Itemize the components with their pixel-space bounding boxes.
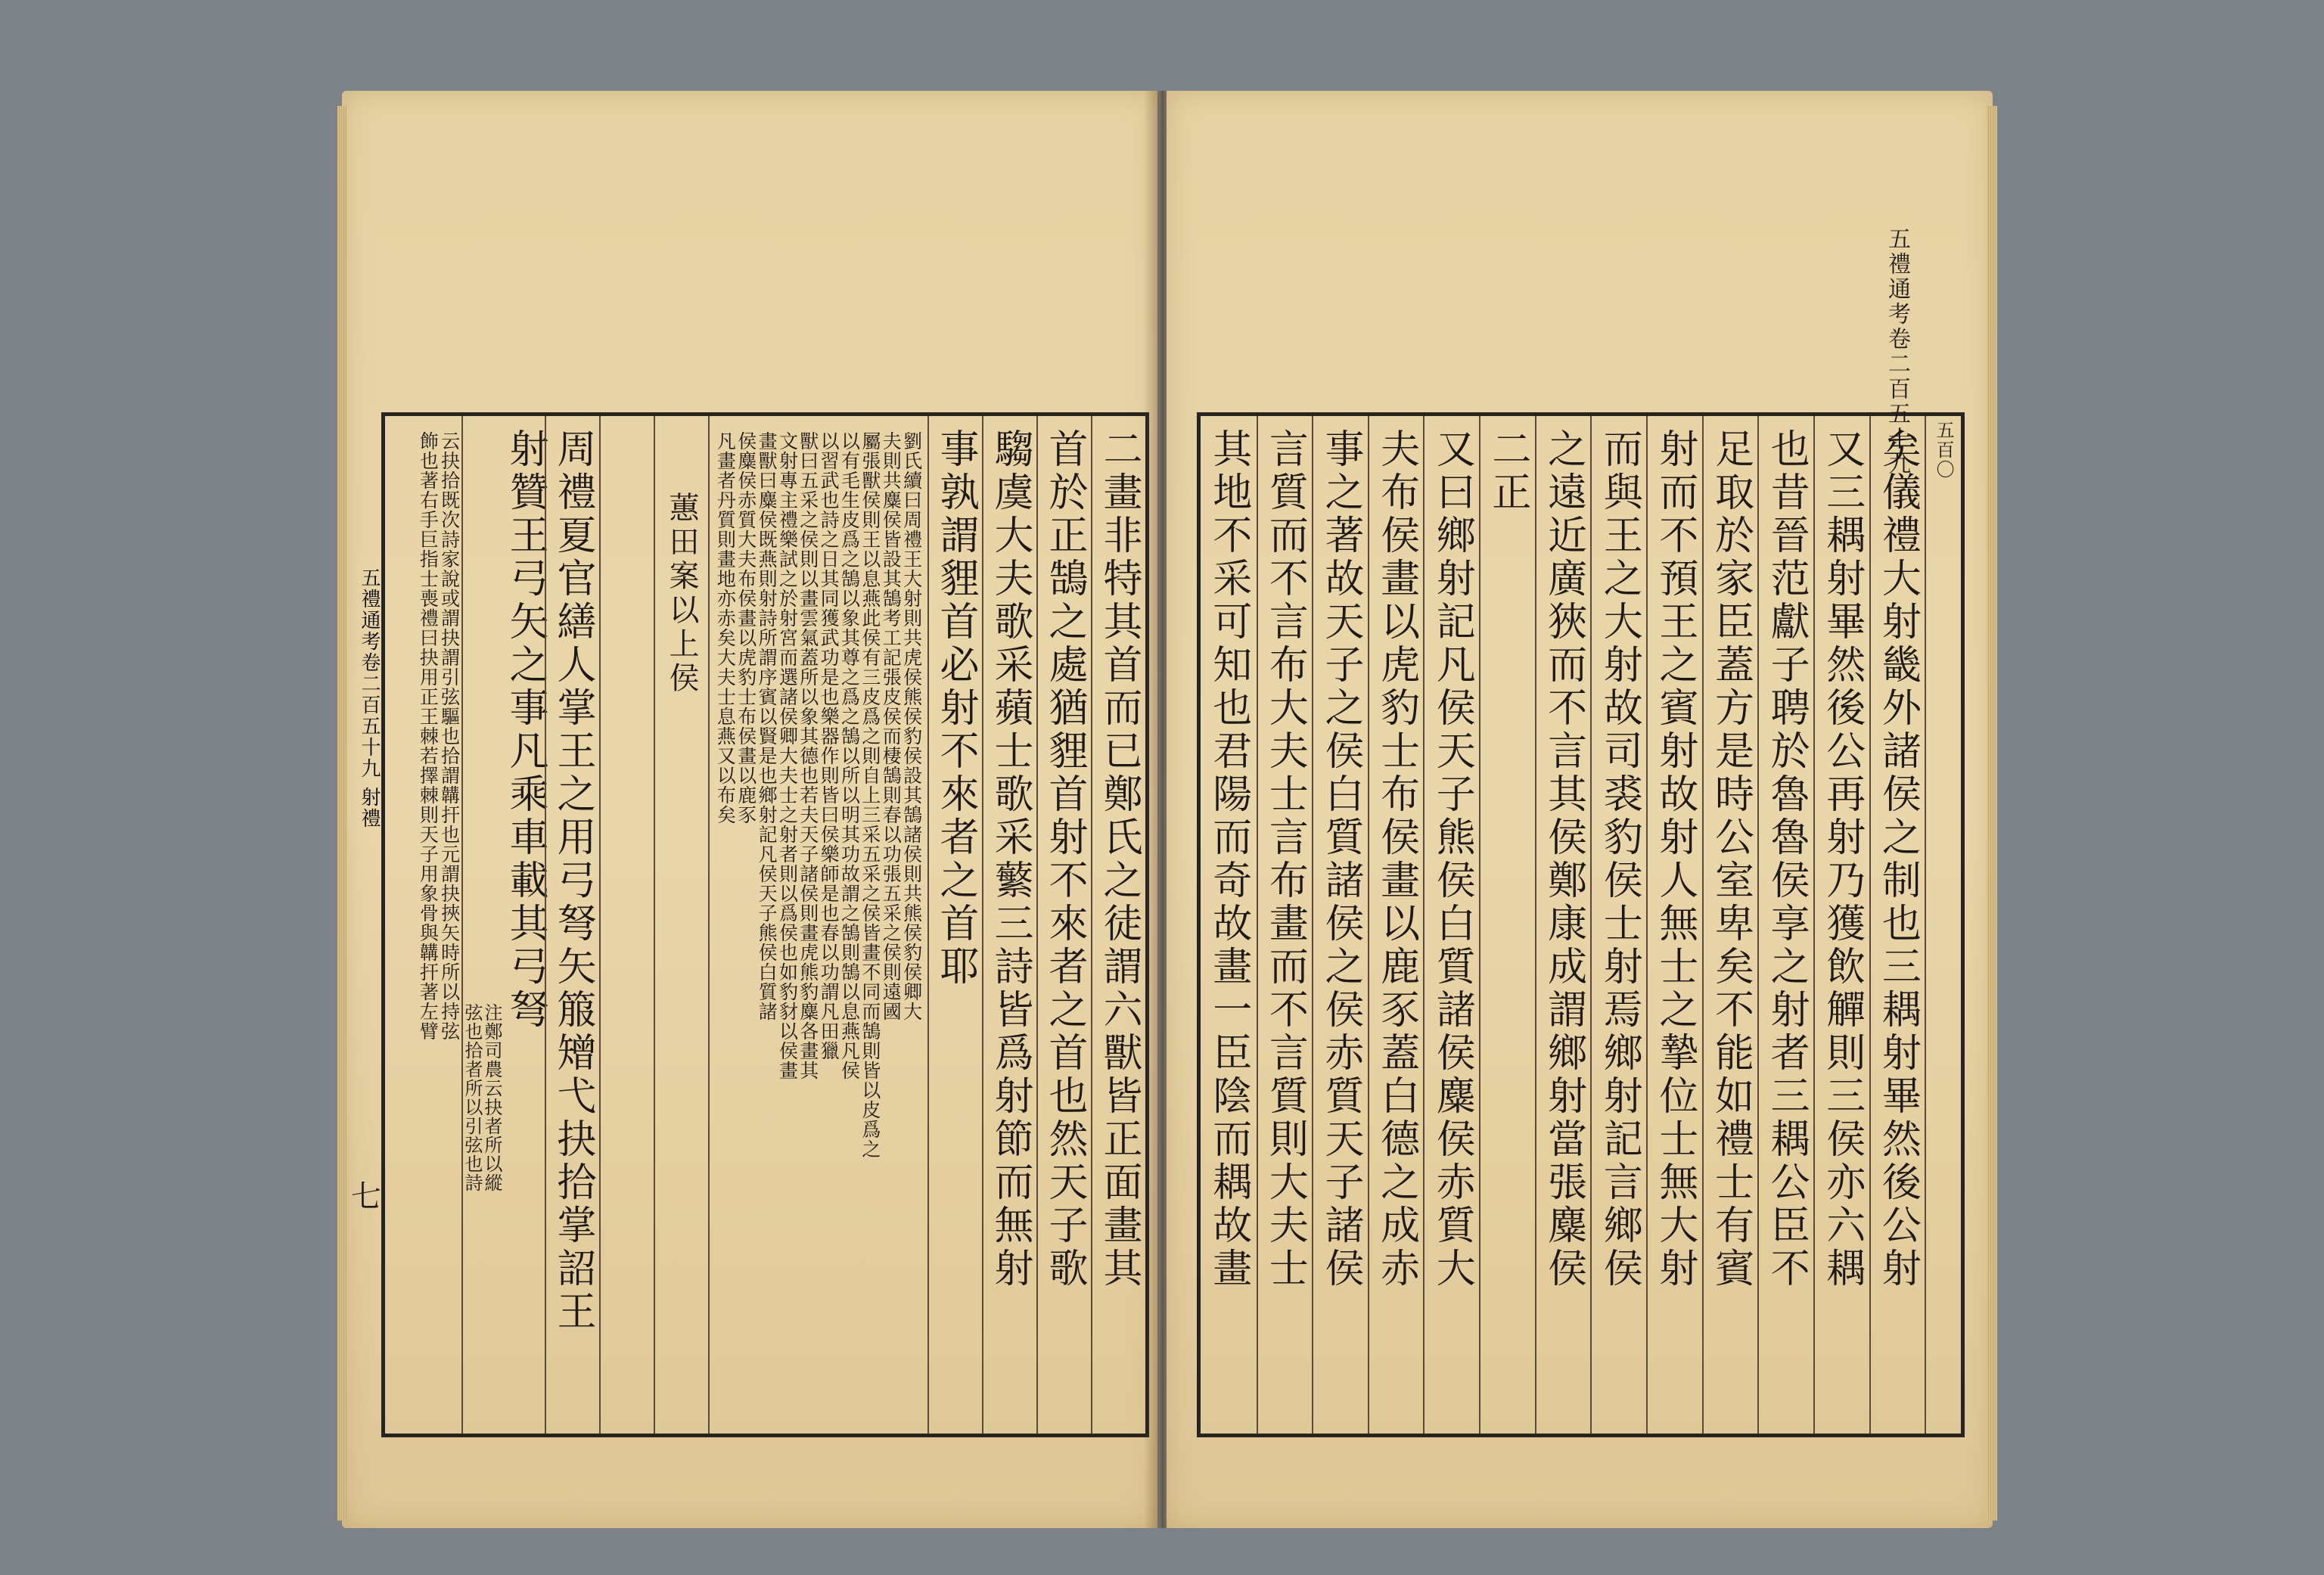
column-text: 騶虞大夫歌采蘋士歌采蘩三詩皆爲射節而無射 — [987, 428, 1033, 1291]
text-column — [1646, 416, 1702, 1434]
note-text: 凡畫者丹質則畫地亦赤矣大夫士息燕又以布矣 — [714, 431, 737, 825]
column-text: 又三耦射畢然後公再射乃獲飲觶則三侯亦六耦 — [1819, 428, 1865, 1291]
commentary-block — [708, 416, 927, 1434]
text-column — [1201, 416, 1257, 1434]
left-page-number: 七 — [351, 1179, 381, 1214]
right-page-number: 五百〇 — [1933, 421, 1955, 480]
text-column — [1535, 416, 1591, 1434]
main-column — [1091, 416, 1145, 1434]
column-text: 射而不預王之賓射故射人無士之摯位士無大射 — [1651, 428, 1698, 1291]
left-columns — [385, 416, 1145, 1434]
note-text: 文射專主禮樂試之於射宮而選諸侯卿大夫士之射者則以爲侯也如豹豺以侯畫 — [776, 431, 799, 1080]
page-edges-right — [1987, 106, 1997, 1521]
main-column — [982, 416, 1036, 1434]
right-text-frame — [1197, 227, 1965, 1437]
inline-note — [463, 1003, 501, 1192]
text-column — [1869, 416, 1925, 1434]
text-column — [1257, 416, 1313, 1434]
right-margin-title — [1885, 227, 1908, 480]
margin-title-text: 五禮通考卷二百五十九 — [1884, 227, 1910, 477]
note-text: 注鄭司農云抉者所以縱 — [481, 1003, 502, 1192]
column-text: 周禮夏官繕人掌王之用弓弩矢箙矰弋抉拾掌詔王 — [550, 428, 595, 1334]
column-text: 二正 — [1484, 428, 1530, 514]
author-note: 蕙田案以上侯 — [664, 492, 699, 696]
note-text: 以有毛生皮爲之鵠以象其尊之爲之鵠以所以明其功故謂之鵠則鵠以息燕凡侯 — [838, 431, 861, 1080]
blank-column — [599, 416, 654, 1434]
main-column — [1036, 416, 1091, 1434]
text-column — [1813, 416, 1869, 1434]
column-text: 又曰鄉射記凡侯天子熊侯白質諸侯麋侯赤質大 — [1429, 428, 1475, 1291]
left-page — [342, 91, 1157, 1528]
column-text: 之遠近廣狹而不言其侯鄭康成謂鄉射當張麋侯 — [1540, 428, 1586, 1291]
note-text: 劉氏續曰周禮王大射則共虎侯熊侯豹侯設其鵠諸侯則共熊侯豹侯卿大 — [900, 431, 923, 1021]
note-text: 以習武也詩之日其同獲武功是也樂器作則皆曰侯樂師是也春以功謂凡田獵 — [818, 431, 840, 1061]
note-text: 云抉拾既次詩家說或謂抉謂引弦驅也拾謂韝扞也元謂抉挾矢時所以持弦 — [438, 431, 461, 1041]
note-text: 弦也拾者所以引弦也詩 — [461, 1003, 483, 1192]
column-text: 足取於家臣蓋方是時公室卑矣不能如禮士有賓 — [1707, 428, 1754, 1291]
margin-column — [1925, 416, 1961, 1434]
right-columns — [1201, 416, 1961, 1434]
left-text-frame — [381, 412, 1149, 1437]
author-note-column — [654, 416, 708, 1434]
note-text: 飾也著右手巨指士喪禮曰抉用正王棘若擇棘則天子用象骨與韝扞著左臂 — [417, 431, 440, 1041]
open-book — [342, 91, 1993, 1575]
column-text: 夫布侯畫以虎豹士布侯畫以鹿豕蓋白德之成赤 — [1373, 428, 1419, 1291]
note-text: 畫獸曰麋侯既燕則射詩所謂序賓以賢是也鄉射記凡侯天子熊侯白質諸 — [756, 431, 778, 1021]
note-text: 獸曰五采之侯則以畫雲氣蓋所以象其德也若夫天子諸侯則畫虎熊豹麋各畫其 — [797, 431, 819, 1080]
text-column — [1423, 416, 1479, 1434]
note-text: 夫則共麋侯皆設其鵠考工記張皮侯而棲鵠則春以功張五采之侯則遠國 — [880, 431, 903, 1021]
column-text: 矣儀禮大射畿外諸侯之制也三耦射畢然後公射 — [1875, 428, 1921, 1291]
column-text: 言質而不言布大夫士言布畫而不言質則大夫士 — [1262, 428, 1308, 1291]
margin-title-text: 五禮通考卷二百五十九 射禮 — [358, 567, 381, 830]
column-text: 事孰謂貍首必射不來者之首耶 — [933, 428, 978, 989]
column-text: 事之著故天子之侯白質諸侯之侯赤質天子諸侯 — [1318, 428, 1363, 1291]
column-text: 二畫非特其首而已鄭氏之徒謂六獸皆正面畫其 — [1096, 428, 1142, 1291]
column-text: 其地不采可知也君陽而奇故畫一臣陰而耦故畫 — [1205, 428, 1251, 1291]
text-column — [1312, 416, 1368, 1434]
column-text: 首於正鵠之處猶貍首射不來者之首也然天子歌 — [1042, 428, 1087, 1291]
text-column — [1590, 416, 1646, 1434]
note-text: 侯麋侯赤質大夫布侯畫以虎豹士布侯畫以鹿豕 — [735, 431, 757, 825]
text-column — [1479, 416, 1535, 1434]
left-margin-title — [351, 514, 387, 1422]
column-text: 而與王之大射故司裘豹侯士射焉鄉射記言鄉侯 — [1596, 428, 1642, 1291]
column-text: 射贊王弓矢之事凡乘車載其弓弩 — [502, 428, 548, 1032]
main-column — [461, 416, 548, 1434]
text-column — [1368, 416, 1424, 1434]
commentary-block — [416, 416, 461, 1434]
main-column — [545, 416, 599, 1434]
column-text: 也昔晉范獻子聘於魯魯侯享之射者三耦公臣不 — [1763, 428, 1810, 1291]
text-column — [1702, 416, 1758, 1434]
page-edges-left — [337, 106, 346, 1521]
main-column — [927, 416, 982, 1434]
note-text: 屬張獸侯則王以息燕此侯有三皮爲之則自上三采五采之侯皆畫不同而鵠則皆以皮爲之 — [859, 431, 881, 1159]
text-column — [1757, 416, 1813, 1434]
